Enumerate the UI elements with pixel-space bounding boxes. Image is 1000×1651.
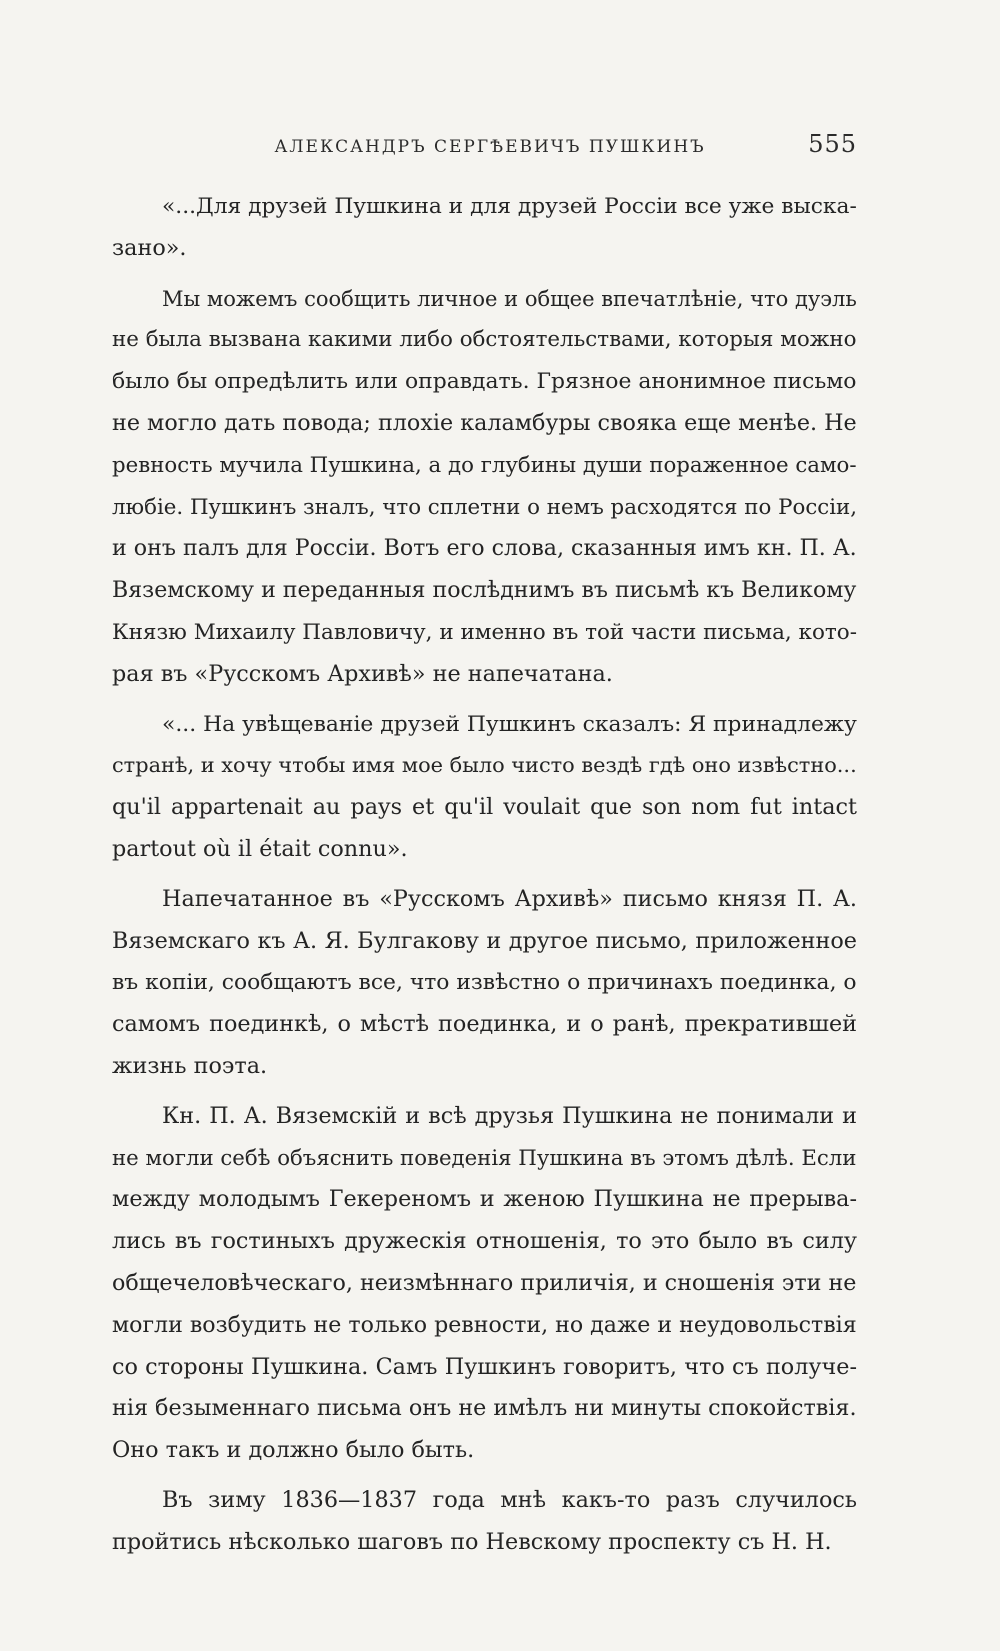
text-line: общечеловѣческаго, неизмѣннаго приличія, и сношенія эти не (112, 1269, 857, 1296)
text-line: пройтись нѣсколько шаговъ по Невскому проспекту съ Н. Н. (112, 1528, 832, 1555)
paragraph (112, 704, 857, 871)
paragraph (112, 186, 857, 270)
text-line: самомъ поединкѣ, о мѣстѣ поединка, и о ранѣ, прекратившей (112, 1011, 857, 1038)
text-line: было бы опредѣлить или оправдать. Грязное анонимное письмо (112, 369, 857, 395)
text-line: въ копіи, сообщаютъ все, что извѣстно о причинахъ поединка, о (112, 970, 857, 996)
text-line: могли возбудить не только ревности, но даже и неудовольствія (112, 1311, 857, 1338)
body-text (112, 186, 857, 1564)
text-line: лись въ гостиныхъ дружескія отношенія, то это было въ силу (112, 1228, 857, 1255)
text-line: Въ зиму 1836—1837 года мнѣ какъ-то разъ случилось (162, 1486, 857, 1513)
paragraph (112, 1096, 857, 1472)
text-line: partout où il était connu». (112, 835, 408, 862)
text-line: ревность мучила Пушкина, а до глубины души пораженное само- (112, 452, 857, 478)
text-line: не могли себѣ объяснить поведенія Пушкина въ этомъ дѣлѣ. Если (112, 1145, 857, 1171)
text-line: зано». (112, 234, 187, 261)
paragraph (112, 879, 857, 1088)
text-line: жизнь поэта. (112, 1052, 268, 1079)
text-line: Напечатанное въ «Русскомъ Архивѣ» письмо князя П. А. (162, 885, 857, 912)
text-line: qu'il appartenait au pays et qu'il voulait que son nom fut intact (112, 794, 857, 821)
text-line: любіе. Пушкинъ зналъ, что сплетни о немъ расходятся по Россіи, (112, 494, 858, 520)
text-line: не была вызвана какими либо обстоятельствами, которыя можно (112, 327, 857, 353)
running-head (112, 130, 857, 170)
text-line: странѣ, и хочу чтобы имя мое было чисто вездѣ гдѣ оно извѣстно... (112, 753, 857, 778)
text-line: со стороны Пушкина. Самъ Пушкинъ говоритъ, что съ получе- (112, 1353, 857, 1380)
text-line: Оно такъ и должно было быть. (112, 1437, 475, 1464)
paragraph (112, 278, 857, 696)
paragraph (112, 1480, 857, 1564)
text-line: Мы можемъ сообщить личное и общее впечатлѣніе, что дуэль (162, 285, 857, 311)
text-line: Князю Михаилу Павловичу, и именно въ той части письма, кото- (112, 619, 857, 645)
text-line: и онъ палъ для Россіи. Вотъ его слова, сказанныя имъ кн. П. А. (112, 535, 857, 562)
text-line: Вяземскаго къ А. Я. Булгакову и другое письмо, приложенное (112, 927, 857, 954)
text-line: не могло дать повода; плохіе каламбуры свояка еще менѣе. Не (112, 409, 857, 436)
page-number: 555 (808, 130, 857, 158)
text-line: «... На увѣщеваніе друзей Пушкинъ сказалъ: Я принадлежу (162, 711, 857, 737)
text-line: Кн. П. А. Вяземскій и всѣ друзья Пушкина не понимали и (162, 1102, 857, 1129)
text-line: рая въ «Русскомъ Архивѣ» не напечатана. (112, 660, 613, 687)
text-line: «...Для друзей Пушкина и для друзей Россіи все уже выска- (162, 194, 857, 219)
text-line: нія безыменнаго письма онъ не имѣлъ ни минуты спокойствія. (112, 1395, 857, 1422)
running-title: АЛЕКСАНДРЪ СЕРГѢЕВИЧЪ ПУШКИНЪ (274, 137, 706, 157)
text-line: Вяземскому и переданныя послѣднимъ въ письмѣ къ Великому (112, 577, 857, 604)
text-line: между молодымъ Гекереномъ и женою Пушкина не прерыва- (112, 1186, 857, 1213)
